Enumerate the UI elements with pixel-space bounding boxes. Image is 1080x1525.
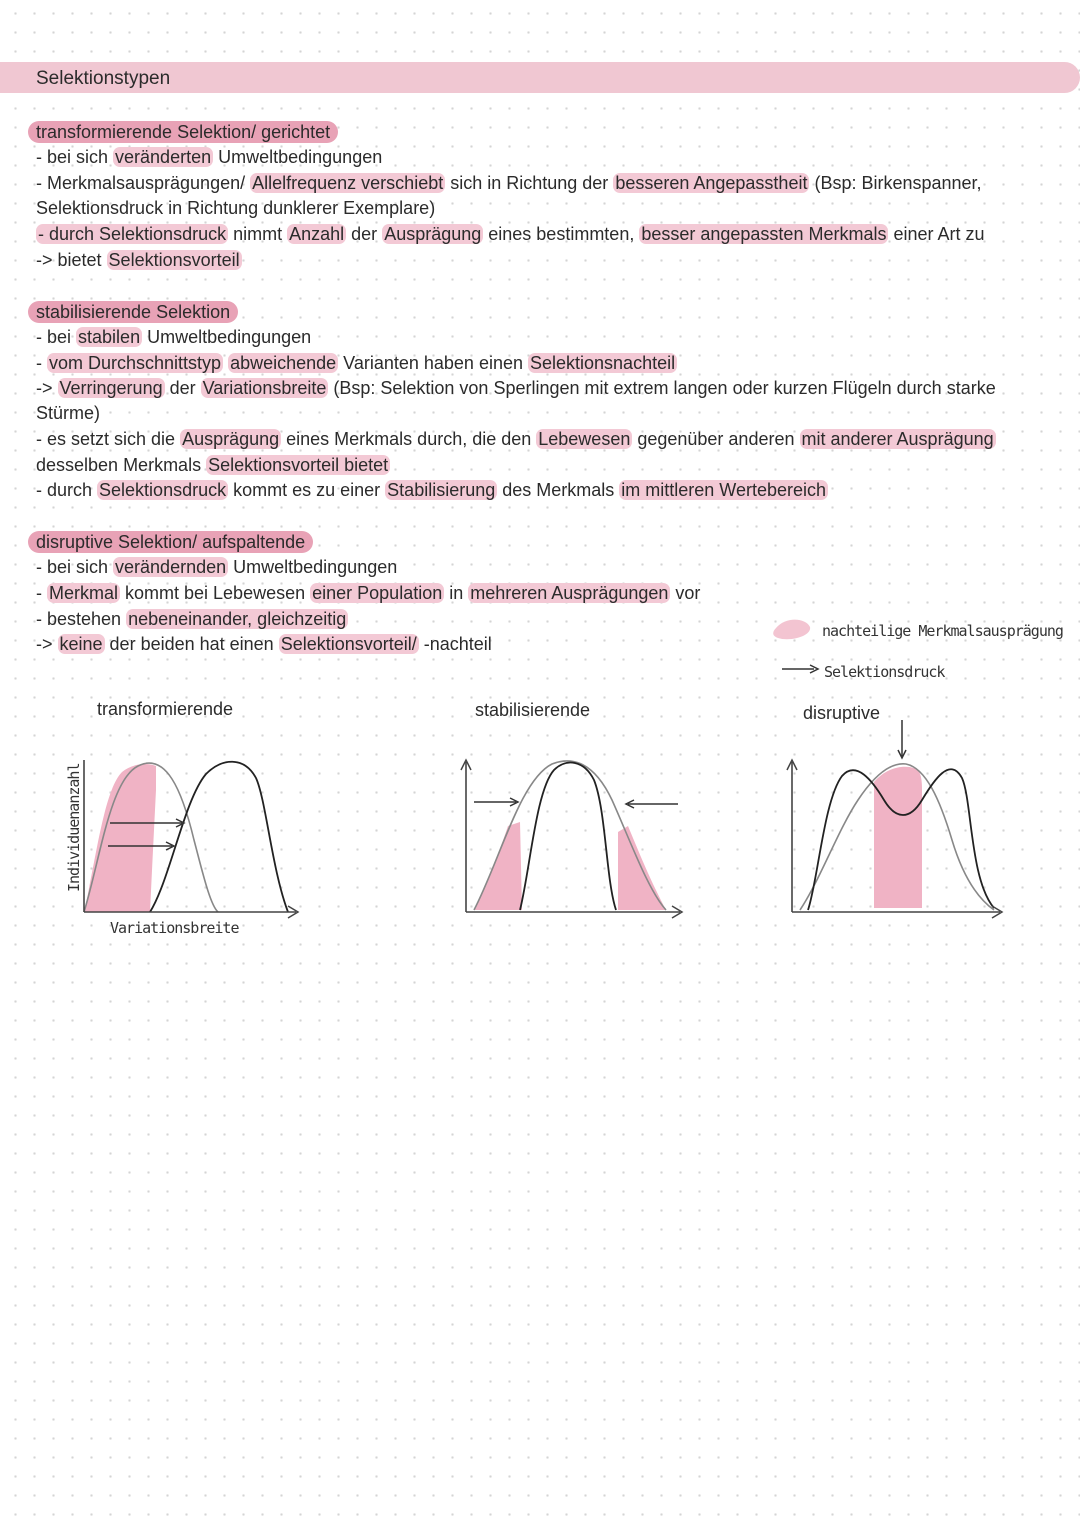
text-segment: -> bietet — [36, 250, 107, 270]
legend-swatch — [773, 620, 810, 640]
highlighted-term: besser angepassten Merkmals — [641, 224, 887, 244]
x-axis-label: Variationsbreite — [110, 919, 239, 937]
text-segment: Umweltbedingungen — [213, 147, 383, 167]
text-segment: Selektionsdruck in Richtung dunklerer Exemplare) — [36, 198, 436, 218]
highlighted-term: Verringerung — [59, 378, 163, 398]
text-segment: des Merkmals — [497, 480, 620, 500]
highlighted-term: Anzahl — [289, 224, 345, 244]
text-segment: gegenüber anderen — [632, 429, 800, 449]
text-segment: Varianten haben einen — [338, 353, 528, 373]
text-segment: - Merkmalsausprägungen/ — [36, 173, 251, 193]
highlighted-term: Selektionsdruck — [99, 480, 227, 500]
text-segment: (Bsp: Selektion von Sperlingen mit extrem langen oder kurzen Flügeln durch starke — [328, 378, 996, 398]
text-segment: einer Art zu — [888, 224, 985, 244]
text-segment: - bei — [36, 327, 77, 347]
highlighted-term: Selektionsvorteil — [108, 250, 240, 270]
heading-disruptive: disruptive Selektion/ aufspaltende — [28, 531, 313, 553]
text-segment: - bei sich — [36, 557, 114, 577]
heading-transformierende: transformierende Selektion/ gerichtet — [28, 121, 338, 143]
text-segment: eines Merkmals durch, die den — [281, 429, 537, 449]
text-segment: Umweltbedingungen — [142, 327, 312, 347]
highlighted-term: - durch Selektionsdruck — [38, 224, 227, 244]
highlighted-term: vom Durchschnittstyp — [49, 353, 222, 373]
highlighted-term: abweichende — [230, 353, 337, 373]
highlighted-term: veränderten — [115, 147, 212, 167]
highlighted-term: Stabilisierung — [387, 480, 496, 500]
text-segment: - es setzt sich die — [36, 429, 181, 449]
text-segment: - bei sich — [36, 147, 114, 167]
text-segment: eines bestimmten, — [483, 224, 640, 244]
diagram-title-transformierende: transformierende — [97, 699, 234, 719]
highlighted-term: nebeneinander, gleichzeitig — [128, 609, 347, 629]
text-segment: - — [36, 353, 47, 373]
text-segment: nimmt — [228, 224, 288, 244]
legend-disadvantage-label: nachteilige Merkmalsausprägung — [822, 622, 1063, 640]
text-segment: - durch — [36, 480, 98, 500]
text-segment: vor — [670, 583, 701, 603]
curve-new — [520, 763, 616, 910]
highlighted-term: Lebewesen — [538, 429, 631, 449]
highlighted-term: verändernden — [115, 557, 227, 577]
diagram-title-disruptive: disruptive — [803, 703, 881, 723]
text-segment: der — [346, 224, 383, 244]
y-axis-label: Individuenanzahl — [65, 763, 83, 892]
highlighted-term: Ausprägung — [384, 224, 482, 244]
text-segment: -> — [36, 634, 58, 654]
disadvantage-fill — [874, 767, 922, 908]
diagram-transformierende — [84, 760, 298, 918]
highlighted-term: im mittleren Wertebereich — [621, 480, 826, 500]
highlighted-term: einer Population — [312, 583, 443, 603]
highlighted-term: Selektionsvorteil bietet — [208, 455, 389, 475]
text-segment: - bestehen — [36, 609, 127, 629]
text-segment: kommt es zu einer — [228, 480, 386, 500]
highlighted-term: Selektionsvorteil/ — [280, 634, 417, 654]
highlighted-term: Ausprägung — [182, 429, 280, 449]
highlighted-term: Allelfrequenz verschiebt — [252, 173, 444, 193]
text-segment: der — [164, 378, 201, 398]
text-segment: kommt bei Lebewesen — [120, 583, 311, 603]
text-segment: desselben Merkmals — [36, 455, 207, 475]
diagram-title-stabilisierende: stabilisierende — [475, 700, 591, 720]
highlighted-term: keine — [59, 634, 103, 654]
heading-stabilisierende: stabilisierende Selektion — [28, 301, 238, 323]
highlighted-term: Selektionsnachteil — [530, 353, 676, 373]
highlighted-term: Merkmal — [49, 583, 119, 603]
text-segment: Umweltbedingungen — [228, 557, 398, 577]
text-segment: (Bsp: Birkenspanner, — [809, 173, 982, 193]
curve-new — [150, 762, 288, 912]
diagram-stabilisierende — [461, 760, 682, 918]
highlighted-term: Variationsbreite — [202, 378, 327, 398]
text-segment: in — [444, 583, 469, 603]
diagram-disruptive — [787, 720, 1002, 918]
highlighted-term: mit anderer Ausprägung — [801, 429, 994, 449]
highlighted-term: stabilen — [78, 327, 141, 347]
legend-pressure-label: Selektionsdruck — [824, 663, 945, 681]
text-segment: Stürme) — [36, 403, 101, 423]
text-segment: sich in Richtung der — [445, 173, 614, 193]
highlighted-term: mehreren Ausprägungen — [470, 583, 669, 603]
text-segment: -> — [36, 378, 58, 398]
page-title: Selektionstypen — [36, 68, 171, 89]
highlighted-term: besseren Angepasstheit — [615, 173, 808, 193]
text-segment: der beiden hat einen — [104, 634, 279, 654]
text-segment: -nachteil — [418, 634, 492, 654]
text-segment: - — [36, 583, 47, 603]
